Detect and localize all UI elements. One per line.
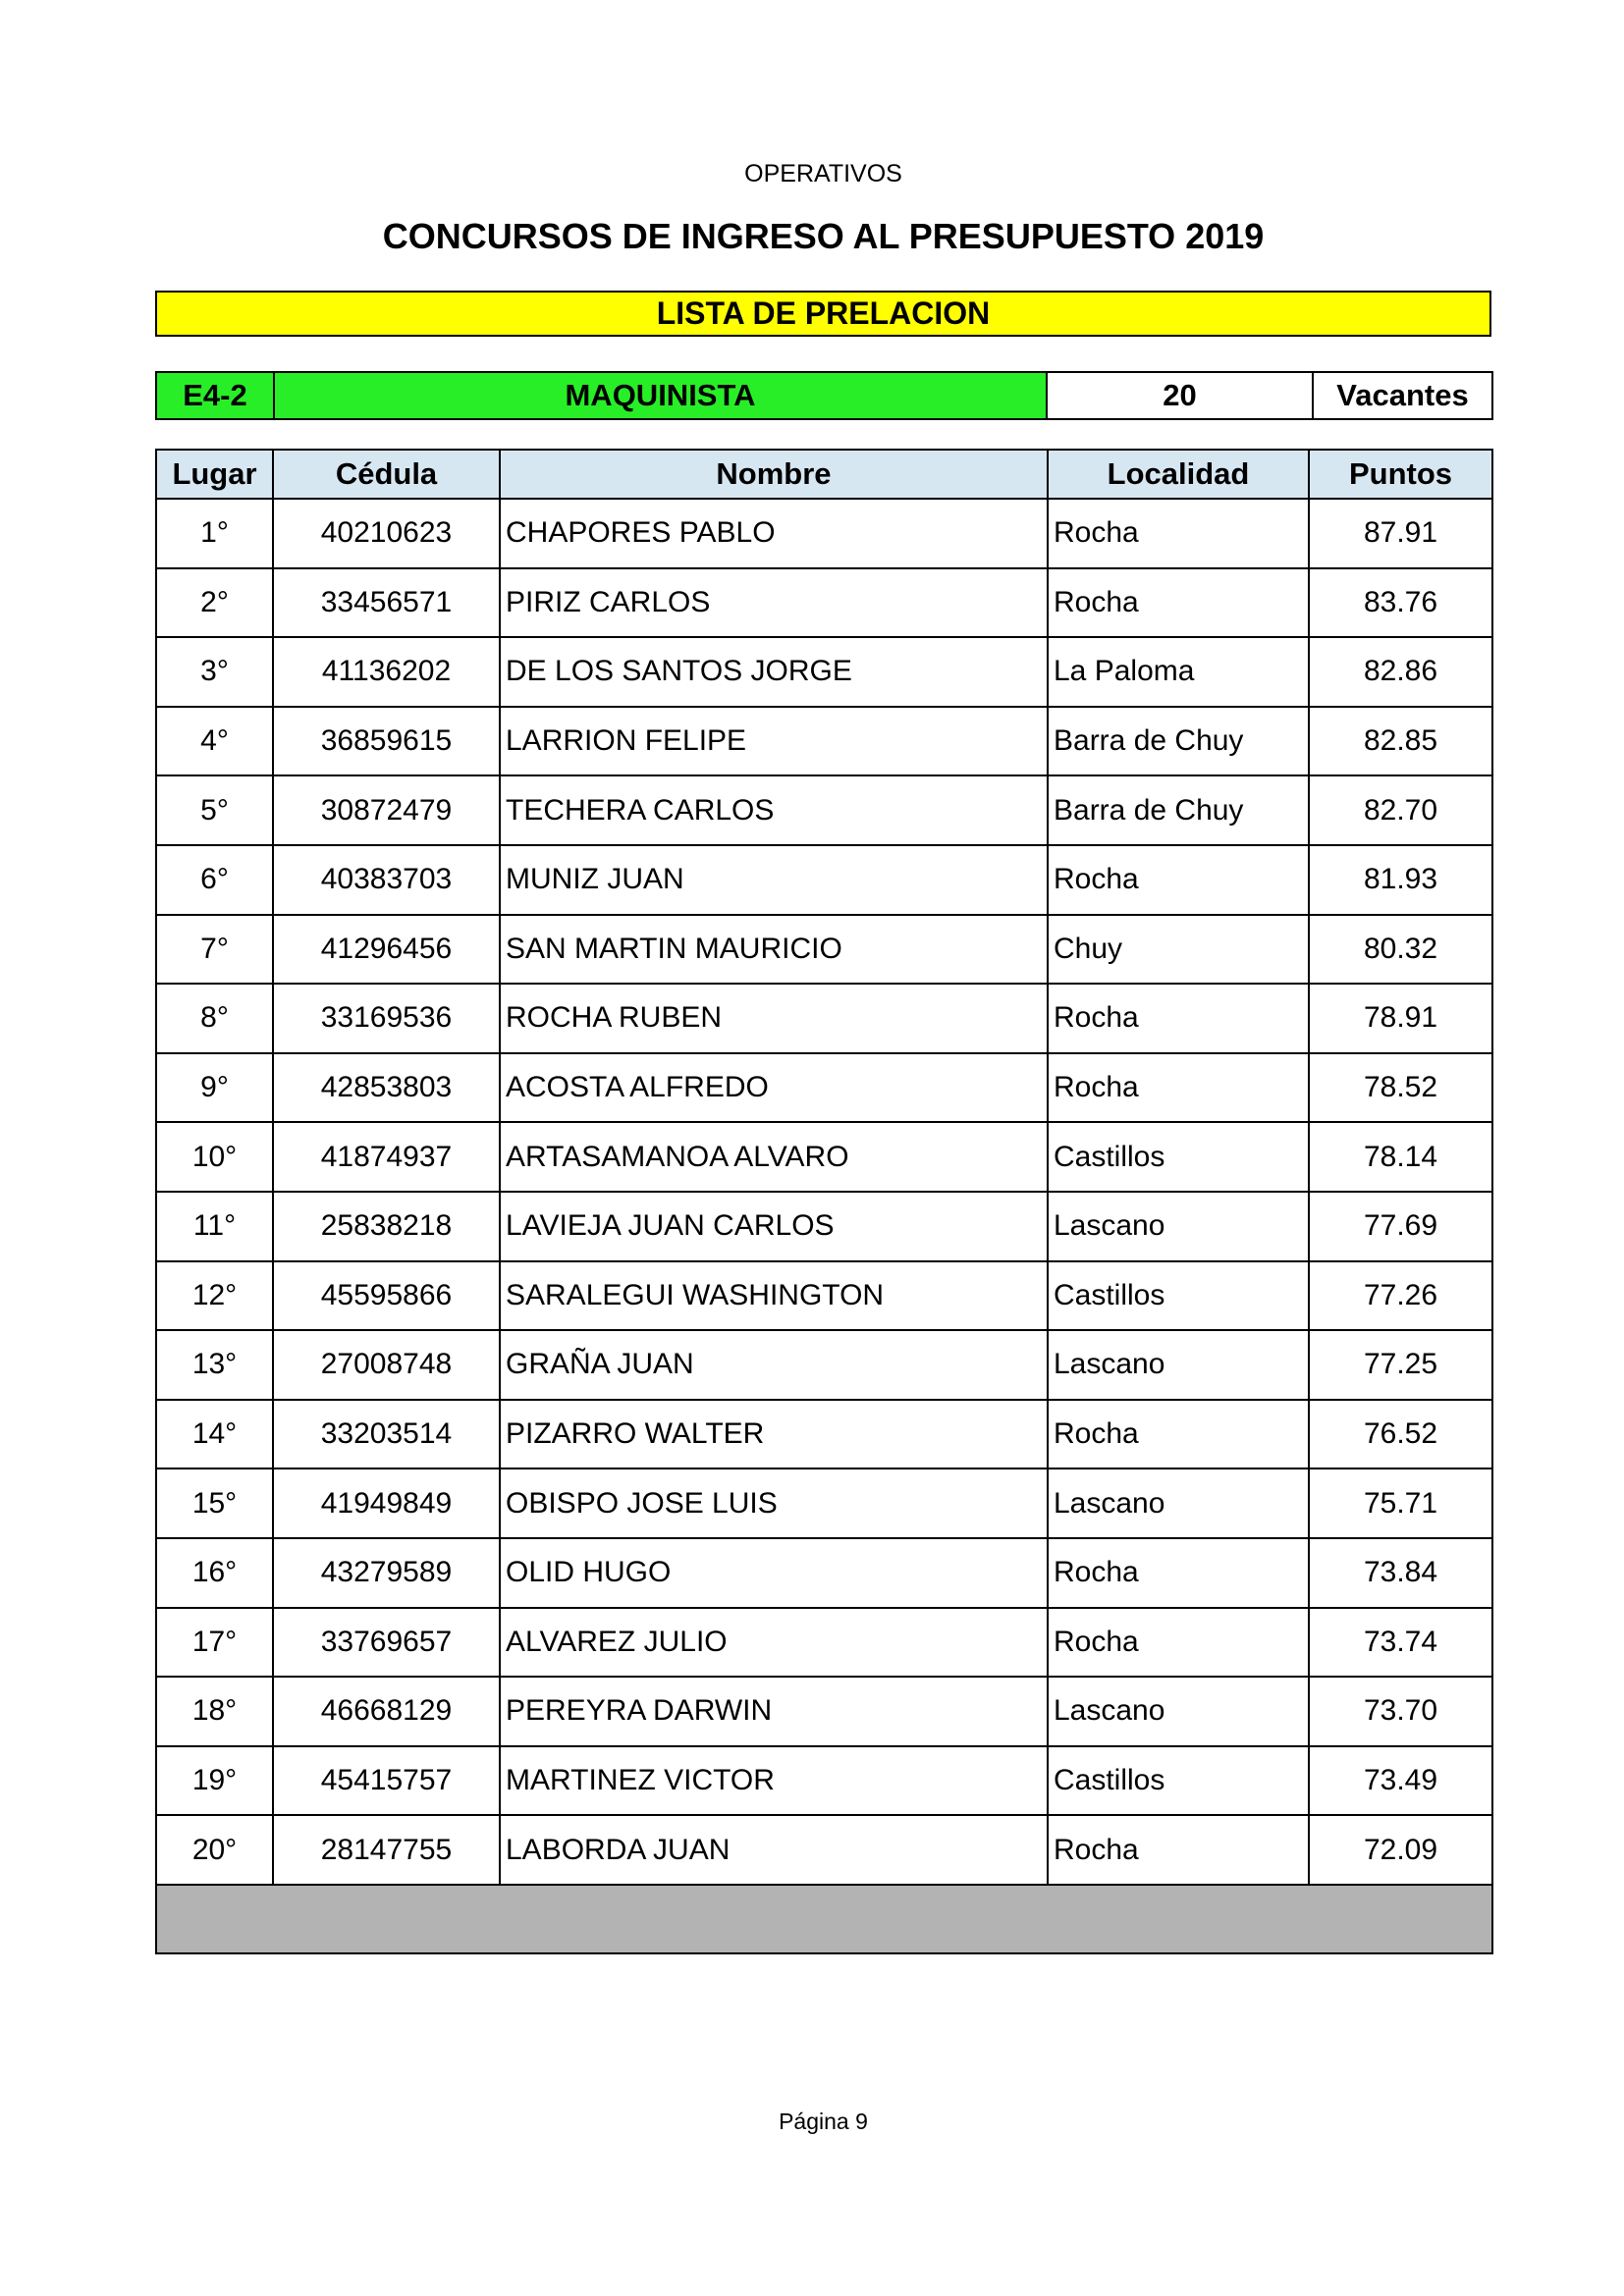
cell-cedula: 27008748	[273, 1330, 500, 1400]
cell-nombre: OLID HUGO	[500, 1538, 1048, 1608]
cell-lugar: 3°	[156, 637, 273, 707]
table-header-row	[156, 450, 1492, 499]
cell-puntos: 82.70	[1309, 775, 1492, 845]
cell-cedula: 42853803	[273, 1053, 500, 1123]
cell-lugar: 10°	[156, 1122, 273, 1192]
cell-localidad: Castillos	[1048, 1261, 1309, 1331]
prelation-table	[155, 449, 1493, 1954]
cell-cedula: 45415757	[273, 1746, 500, 1816]
cell-cedula: 28147755	[273, 1815, 500, 1885]
cell-lugar: 9°	[156, 1053, 273, 1123]
cell-lugar: 2°	[156, 568, 273, 638]
table-row	[156, 1677, 1492, 1746]
cell-nombre: PEREYRA DARWIN	[500, 1677, 1048, 1746]
cell-cedula: 33769657	[273, 1608, 500, 1678]
cell-lugar: 11°	[156, 1192, 273, 1261]
cell-nombre: PIRIZ CARLOS	[500, 568, 1048, 638]
header-cedula: Cédula	[273, 450, 500, 499]
cell-localidad: Rocha	[1048, 568, 1309, 638]
cell-localidad: Rocha	[1048, 1053, 1309, 1123]
table-row	[156, 1538, 1492, 1608]
document-suptitle: OPERATIVOS	[744, 160, 902, 187]
cell-puntos: 72.09	[1309, 1815, 1492, 1885]
cell-nombre: GRAÑA JUAN	[500, 1330, 1048, 1400]
category-code: E4-2	[156, 372, 274, 419]
table-row	[156, 1746, 1492, 1816]
cell-puntos: 82.86	[1309, 637, 1492, 707]
cell-puntos: 82.85	[1309, 707, 1492, 776]
cell-puntos: 87.91	[1309, 499, 1492, 568]
cell-nombre: SARALEGUI WASHINGTON	[500, 1261, 1048, 1331]
cell-puntos: 77.25	[1309, 1330, 1492, 1400]
cell-nombre: TECHERA CARLOS	[500, 775, 1048, 845]
table-row	[156, 1400, 1492, 1469]
table-row	[156, 637, 1492, 707]
table-row	[156, 1330, 1492, 1400]
cell-nombre: PIZARRO WALTER	[500, 1400, 1048, 1469]
cell-localidad: Lascano	[1048, 1192, 1309, 1261]
table-row	[156, 568, 1492, 638]
cell-cedula: 33203514	[273, 1400, 500, 1469]
cell-nombre: MARTINEZ VICTOR	[500, 1746, 1048, 1816]
cell-localidad: Rocha	[1048, 1815, 1309, 1885]
cell-nombre: ARTASAMANOA ALVARO	[500, 1122, 1048, 1192]
cell-localidad: Castillos	[1048, 1746, 1309, 1816]
table-row	[156, 707, 1492, 776]
cell-lugar: 17°	[156, 1608, 273, 1678]
cell-lugar: 19°	[156, 1746, 273, 1816]
table-row	[156, 1608, 1492, 1678]
cell-cedula: 41874937	[273, 1122, 500, 1192]
cell-localidad: Castillos	[1048, 1122, 1309, 1192]
table-row	[156, 499, 1492, 568]
cell-localidad: Rocha	[1048, 499, 1309, 568]
cell-nombre: ACOSTA ALFREDO	[500, 1053, 1048, 1123]
cell-cedula: 30872479	[273, 775, 500, 845]
table-row	[156, 1261, 1492, 1331]
table-row	[156, 775, 1492, 845]
cell-nombre: LABORDA JUAN	[500, 1815, 1048, 1885]
cell-localidad: Chuy	[1048, 915, 1309, 985]
cell-lugar: 15°	[156, 1468, 273, 1538]
cell-puntos: 78.91	[1309, 984, 1492, 1053]
cell-localidad: Barra de Chuy	[1048, 775, 1309, 845]
cell-puntos: 73.49	[1309, 1746, 1492, 1816]
cell-lugar: 5°	[156, 775, 273, 845]
vacancy-count: 20	[1047, 372, 1313, 419]
cell-lugar: 18°	[156, 1677, 273, 1746]
cell-puntos: 83.76	[1309, 568, 1492, 638]
document-title: CONCURSOS DE INGRESO AL PRESUPUESTO 2019	[382, 216, 1265, 256]
cell-lugar: 16°	[156, 1538, 273, 1608]
cell-cedula: 40383703	[273, 845, 500, 915]
cell-nombre: SAN MARTIN MAURICIO	[500, 915, 1048, 985]
table-row	[156, 1468, 1492, 1538]
cell-localidad: Rocha	[1048, 1538, 1309, 1608]
cell-puntos: 77.69	[1309, 1192, 1492, 1261]
cell-lugar: 7°	[156, 915, 273, 985]
cell-puntos: 78.52	[1309, 1053, 1492, 1123]
cell-nombre: MUNIZ JUAN	[500, 845, 1048, 915]
cell-nombre: ROCHA RUBEN	[500, 984, 1048, 1053]
header-nombre: Nombre	[500, 450, 1048, 499]
prelation-banner: LISTA DE PRELACION	[155, 291, 1491, 337]
table-row	[156, 845, 1492, 915]
prelation-table-body	[156, 499, 1492, 1885]
cell-lugar: 14°	[156, 1400, 273, 1469]
table-end-bar	[156, 1885, 1492, 1954]
cell-puntos: 75.71	[1309, 1468, 1492, 1538]
cell-cedula: 41136202	[273, 637, 500, 707]
cell-puntos: 78.14	[1309, 1122, 1492, 1192]
header-lugar: Lugar	[156, 450, 273, 499]
cell-nombre: ALVAREZ JULIO	[500, 1608, 1048, 1678]
table-row	[156, 915, 1492, 985]
cell-cedula: 41949849	[273, 1468, 500, 1538]
category-row	[155, 371, 1493, 420]
cell-puntos: 76.52	[1309, 1400, 1492, 1469]
cell-localidad: Rocha	[1048, 1608, 1309, 1678]
cell-localidad: Rocha	[1048, 1400, 1309, 1469]
cell-lugar: 20°	[156, 1815, 273, 1885]
header-localidad: Localidad	[1048, 450, 1309, 499]
cell-cedula: 43279589	[273, 1538, 500, 1608]
table-end-row	[156, 1885, 1492, 1954]
cell-nombre: LAVIEJA JUAN CARLOS	[500, 1192, 1048, 1261]
cell-puntos: 81.93	[1309, 845, 1492, 915]
cell-nombre: CHAPORES PABLO	[500, 499, 1048, 568]
header-puntos: Puntos	[1309, 450, 1492, 499]
cell-localidad: Barra de Chuy	[1048, 707, 1309, 776]
table-row	[156, 984, 1492, 1053]
vacancy-label: Vacantes	[1313, 372, 1492, 419]
cell-localidad: Lascano	[1048, 1468, 1309, 1538]
table-row	[156, 1053, 1492, 1123]
category-name: MAQUINISTA	[274, 372, 1047, 419]
cell-cedula: 25838218	[273, 1192, 500, 1261]
cell-nombre: LARRION FELIPE	[500, 707, 1048, 776]
cell-lugar: 8°	[156, 984, 273, 1053]
cell-lugar: 1°	[156, 499, 273, 568]
cell-cedula: 45595866	[273, 1261, 500, 1331]
table-row	[156, 1122, 1492, 1192]
cell-puntos: 80.32	[1309, 915, 1492, 985]
cell-puntos: 73.70	[1309, 1677, 1492, 1746]
table-row	[156, 1192, 1492, 1261]
cell-lugar: 4°	[156, 707, 273, 776]
cell-nombre: OBISPO JOSE LUIS	[500, 1468, 1048, 1538]
cell-puntos: 73.84	[1309, 1538, 1492, 1608]
table-row	[156, 1815, 1492, 1885]
cell-lugar: 6°	[156, 845, 273, 915]
cell-cedula: 33456571	[273, 568, 500, 638]
cell-cedula: 40210623	[273, 499, 500, 568]
cell-cedula: 36859615	[273, 707, 500, 776]
cell-lugar: 12°	[156, 1261, 273, 1331]
cell-localidad: Rocha	[1048, 984, 1309, 1053]
cell-cedula: 46668129	[273, 1677, 500, 1746]
cell-nombre: DE LOS SANTOS JORGE	[500, 637, 1048, 707]
cell-cedula: 33169536	[273, 984, 500, 1053]
page-number: Página 9	[779, 2109, 868, 2134]
cell-localidad: Lascano	[1048, 1677, 1309, 1746]
cell-localidad: Rocha	[1048, 845, 1309, 915]
cell-lugar: 13°	[156, 1330, 273, 1400]
cell-localidad: Lascano	[1048, 1330, 1309, 1400]
cell-puntos: 77.26	[1309, 1261, 1492, 1331]
cell-cedula: 41296456	[273, 915, 500, 985]
cell-puntos: 73.74	[1309, 1608, 1492, 1678]
cell-localidad: La Paloma	[1048, 637, 1309, 707]
